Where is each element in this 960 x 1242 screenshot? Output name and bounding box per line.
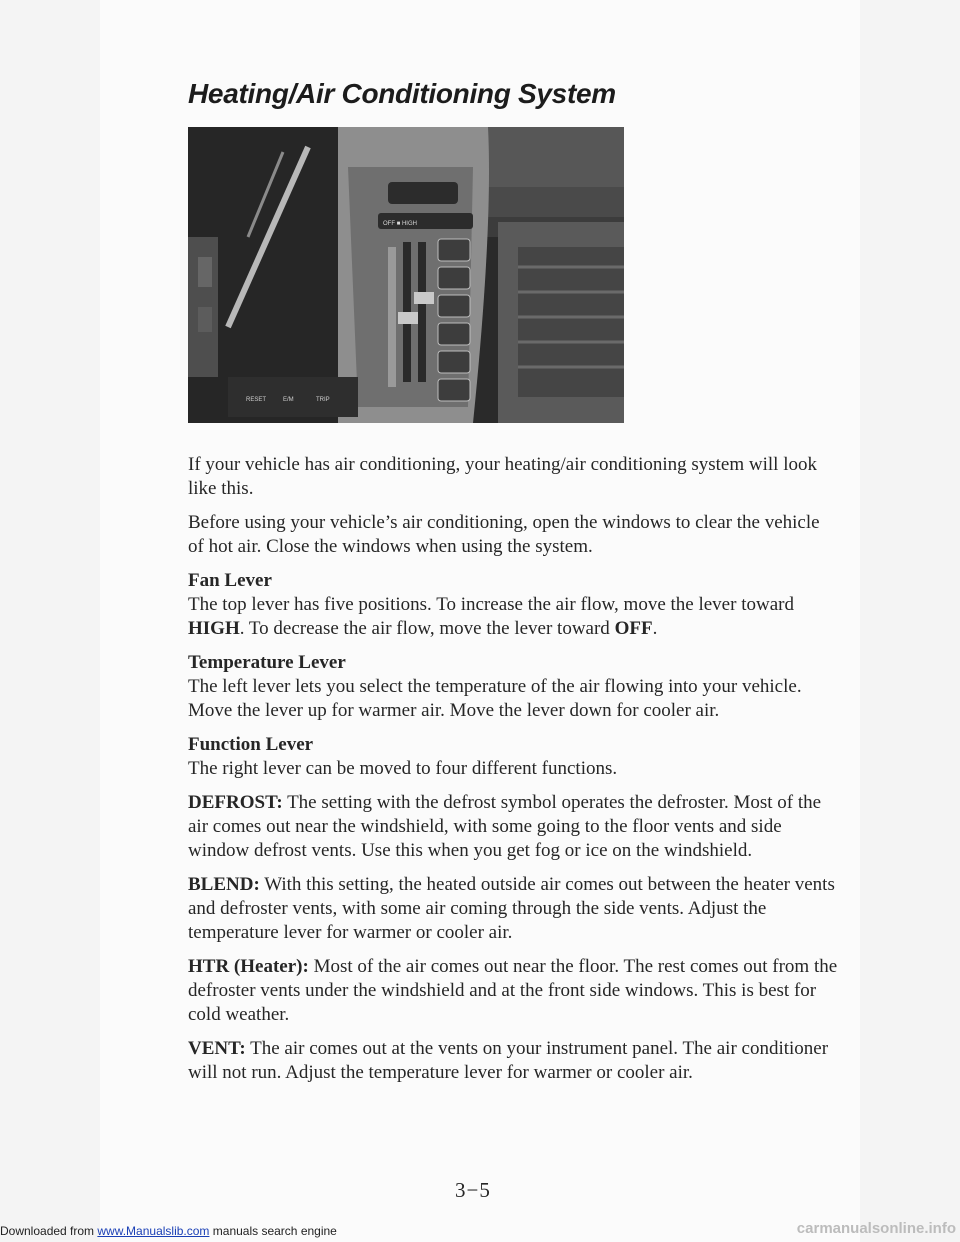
em-label: E/M (283, 397, 294, 403)
vent-paragraph: VENT: The air comes out at the vents on your instrument panel. The air conditioner will not run. Adjust the temperature lever for warmer or cooler air. (188, 1038, 829, 1083)
manualslib-link[interactable]: www.Manualslib.com (97, 1224, 210, 1238)
blend-paragraph: BLEND: With this setting, the heated outside air comes out between the heater vents and defroster vents, with some air coming through the side vents. Adjust the temperature lever for warmer or cooler air. (188, 874, 835, 943)
page-title: Heating/Air Conditioning System (188, 78, 616, 109)
htr-paragraph: HTR (Heater): Most of the air comes out near the floor. The rest comes out from the defroster vents under the windshield and at the front side windows. This is best for cold weather. (188, 956, 838, 1025)
download-footer: Downloaded from www.Manualslib.com manuals search engine (0, 1224, 337, 1238)
reset-label: RESET (246, 397, 267, 403)
trip-label: TRIP (316, 397, 330, 403)
fan-lever-heading: Fan Lever (188, 570, 272, 591)
page-number: 3−5 (455, 1178, 491, 1202)
function-lever-heading: Function Lever (188, 734, 314, 755)
body-text (188, 453, 838, 1095)
fan-scale-label: OFF ■ HIGH (383, 221, 417, 227)
temperature-lever-heading: Temperature Lever (188, 652, 346, 673)
temperature-lever-text: The left lever lets you select the temperature of the air flowing into your vehicle. Move the lever up for warmer air. Move the lever down for cooler air. (188, 676, 802, 721)
intro-paragraph: If your vehicle has air conditioning, your heating/air conditioning system will look like this. (188, 454, 817, 499)
defrost-paragraph: DEFROST: The setting with the defrost symbol operates the defroster. Most of the air comes out near the windshield, with some going to the floor vents and side window defrost vents. Use this when you get fog or ice on the windshield. (188, 792, 822, 861)
before-use-paragraph: Before using your vehicle’s air conditioning, open the windows to clear the vehicle of hot air. Close the windows when using the system. (188, 512, 820, 557)
hvac-control-photo (188, 127, 624, 423)
fan-lever-text: The top lever has five positions. To increase the air flow, move the lever toward HIGH. To decrease the air flow, move the lever toward OFF. (188, 594, 794, 639)
watermark: carmanualsonline.info (796, 1220, 956, 1237)
function-lever-text: The right lever can be moved to four different functions. (188, 758, 618, 779)
